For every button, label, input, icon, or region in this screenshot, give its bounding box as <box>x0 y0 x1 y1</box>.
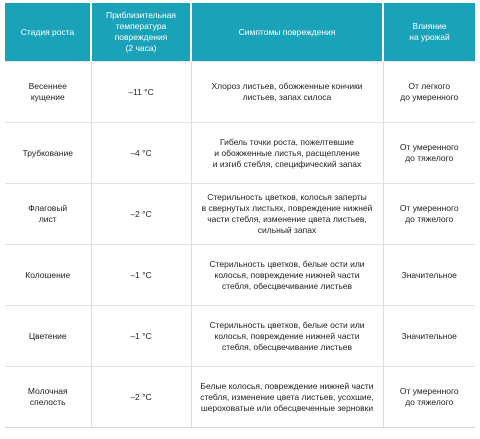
header-symptoms: Симптомы повреждения <box>191 3 383 62</box>
table-header-row <box>5 3 475 62</box>
table-row <box>5 123 475 184</box>
cell-temperature: –11 °C <box>91 62 191 123</box>
cell-temperature: –1 °C <box>91 245 191 306</box>
header-impact: Влияние на урожай <box>383 3 475 62</box>
cell-stage: Колошение <box>5 245 91 306</box>
table-row <box>5 306 475 367</box>
frost-damage-table-container <box>5 3 475 428</box>
table-row <box>5 245 475 306</box>
cell-stage: Молочная спелость <box>5 367 91 428</box>
cell-symptoms: Хлороз листьев, обожженные кончики листьев, запах силоса <box>191 62 383 123</box>
cell-symptoms: Гибель точки роста, пожелтевшие и обожженные листья, расщепление и изгиб стебля, специфический запах <box>191 123 383 184</box>
cell-temperature: –4 °C <box>91 123 191 184</box>
cell-impact: От умеренного до тяжелого <box>383 367 475 428</box>
table-row <box>5 62 475 123</box>
cell-stage: Весеннее кущение <box>5 62 91 123</box>
table-row <box>5 367 475 428</box>
cell-symptoms: Стерильность цветков, колосья заперты в свернутых листьях, повреждение нижней части стебля, изменение цвета листьев, сильный запах <box>191 184 383 245</box>
cell-symptoms: Стерильность цветков, белые ости или колосья, повреждение нижней части стебля, обесцвечивание листьев <box>191 245 383 306</box>
cell-impact: Значительное <box>383 306 475 367</box>
cell-symptoms: Стерильность цветков, белые ости или колосья, повреждение нижней части стебля, обесцвечивание листьев <box>191 306 383 367</box>
cell-stage: Трубкование <box>5 123 91 184</box>
header-temperature: Приблизительная температура повреждения (2 часа) <box>91 3 191 62</box>
cell-stage: Флаговый лист <box>5 184 91 245</box>
cell-impact: От умеренного до тяжелого <box>383 123 475 184</box>
cell-temperature: –2 °C <box>91 367 191 428</box>
cell-symptoms: Белые колосья, повреждение нижней части стебля, изменение цвета листьев, усохшие, шероховатые или обесцвеченные зерновки <box>191 367 383 428</box>
cell-impact: От легкого до умеренного <box>383 62 475 123</box>
cell-impact: Значительное <box>383 245 475 306</box>
header-stage: Стадия роста <box>5 3 91 62</box>
table-row <box>5 184 475 245</box>
frost-damage-table <box>5 3 475 428</box>
cell-temperature: –2 °C <box>91 184 191 245</box>
cell-stage: Цветение <box>5 306 91 367</box>
cell-impact: От умеренного до тяжелого <box>383 184 475 245</box>
cell-temperature: –1 °C <box>91 306 191 367</box>
